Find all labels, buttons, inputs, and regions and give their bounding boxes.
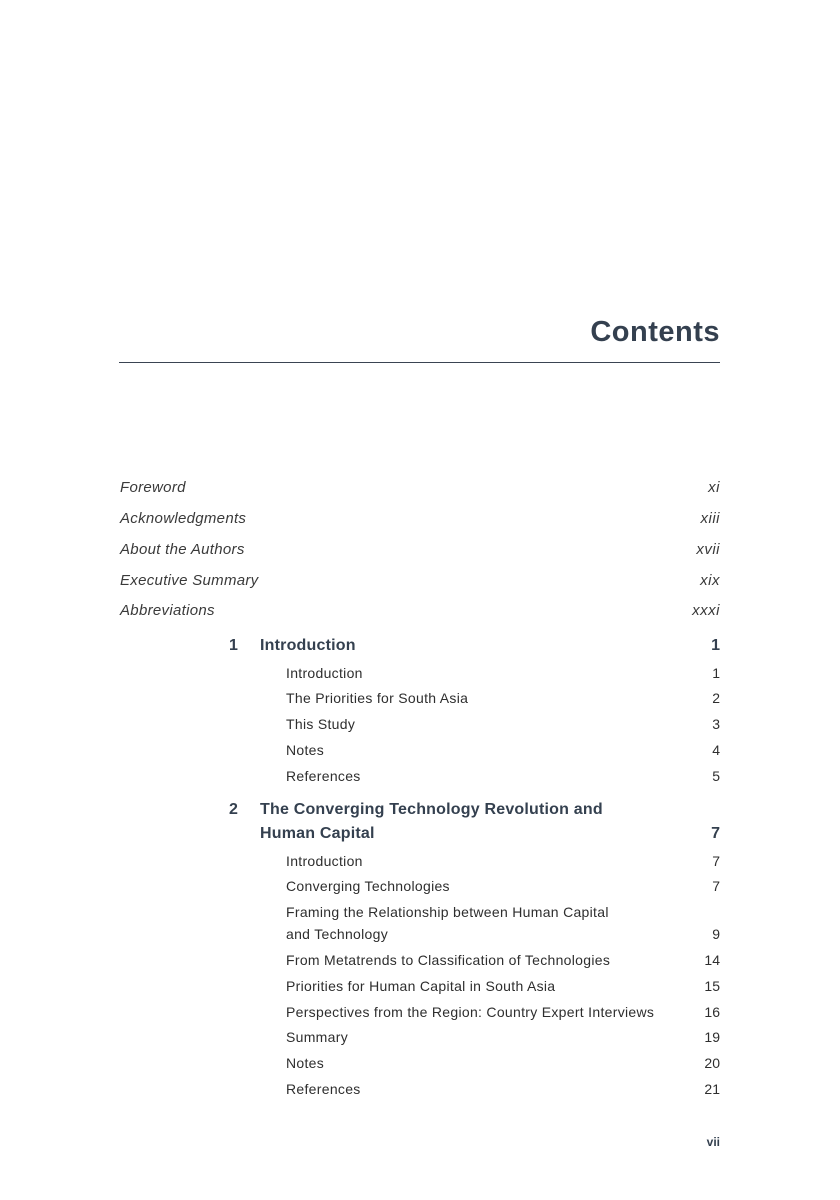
toc-entry-executive-summary[interactable] (0, 570, 840, 592)
toc-section[interactable] (0, 975, 840, 997)
toc-section[interactable] (0, 1026, 840, 1048)
section-label: This Study (286, 716, 356, 732)
section-page: 9 (712, 926, 720, 942)
section-label: The Priorities for South Asia (286, 690, 469, 706)
toc-entry-label: Acknowledgments (120, 510, 247, 527)
toc-section[interactable] (0, 1001, 840, 1023)
section-label: Priorities for Human Capital in South Asia (286, 978, 556, 994)
section-page: 4 (712, 742, 720, 758)
section-page: 20 (704, 1055, 720, 1071)
section-label: Introduction (286, 853, 363, 869)
section-label: References (286, 1081, 361, 1097)
section-page: 14 (704, 952, 720, 968)
toc-section[interactable] (0, 687, 840, 709)
toc-entry-page: xix (700, 572, 720, 589)
chapter-title: Human Capital (260, 825, 375, 842)
section-page: 15 (704, 978, 720, 994)
section-page: 21 (704, 1081, 720, 1097)
toc-entry-page: xxxi (692, 602, 720, 619)
chapter-page: 7 (711, 825, 720, 842)
toc-entry-page: xi (708, 479, 720, 496)
toc-chapter-1[interactable] (0, 635, 840, 657)
toc-entry-label: Executive Summary (120, 572, 259, 589)
section-label: Framing the Relationship between Human Capital (286, 904, 609, 920)
chapter-number: 2 (229, 801, 238, 818)
title-rule (119, 362, 720, 363)
section-label: Notes (286, 1055, 325, 1071)
section-label: References (286, 768, 361, 784)
toc-entry-page: xvii (696, 541, 720, 558)
toc-section[interactable] (0, 875, 840, 897)
toc-section[interactable] (0, 765, 840, 787)
toc-section-continued[interactable] (0, 923, 840, 945)
section-label: Introduction (286, 665, 363, 681)
section-page: 19 (704, 1029, 720, 1045)
toc-entry-label: About the Authors (120, 541, 245, 558)
toc-section[interactable] (0, 850, 840, 872)
section-label: and Technology (286, 926, 389, 942)
section-page: 2 (712, 690, 720, 706)
toc-entry-abbreviations[interactable] (0, 600, 840, 622)
toc-section[interactable] (0, 1052, 840, 1074)
chapter-title: Introduction (260, 637, 356, 654)
section-label: Summary (286, 1029, 348, 1045)
section-page: 5 (712, 768, 720, 784)
toc-section[interactable] (0, 1078, 840, 1100)
section-label: Converging Technologies (286, 878, 450, 894)
section-label: Notes (286, 742, 325, 758)
toc-section[interactable] (0, 739, 840, 761)
section-label: From Metatrends to Classification of Technologies (286, 952, 611, 968)
chapter-page: 1 (711, 637, 720, 654)
toc-entry-label: Abbreviations (120, 602, 215, 619)
section-label: Perspectives from the Region: Country Expert Interviews (286, 1004, 655, 1020)
section-page: 7 (712, 878, 720, 894)
toc-entry-about-the-authors[interactable] (0, 539, 840, 561)
toc-section[interactable] (0, 713, 840, 735)
page-title: Contents (590, 316, 720, 348)
section-page: 16 (704, 1004, 720, 1020)
toc-entry-label: Foreword (120, 479, 186, 496)
page-number: vii (706, 1135, 720, 1149)
toc-entry-acknowledgments[interactable] (0, 508, 840, 530)
toc-section[interactable] (0, 901, 840, 923)
chapter-number: 1 (229, 637, 238, 654)
section-page: 1 (712, 665, 720, 681)
section-page: 3 (712, 716, 720, 732)
toc-entry-foreword[interactable] (0, 477, 840, 499)
chapter-title: The Converging Technology Revolution and (260, 801, 603, 818)
toc-chapter-2[interactable] (0, 799, 840, 821)
toc-entry-page: xiii (700, 510, 720, 527)
toc-section[interactable] (0, 662, 840, 684)
toc-section[interactable] (0, 949, 840, 971)
section-page: 7 (712, 853, 720, 869)
toc-chapter-2-continued[interactable] (0, 823, 840, 845)
